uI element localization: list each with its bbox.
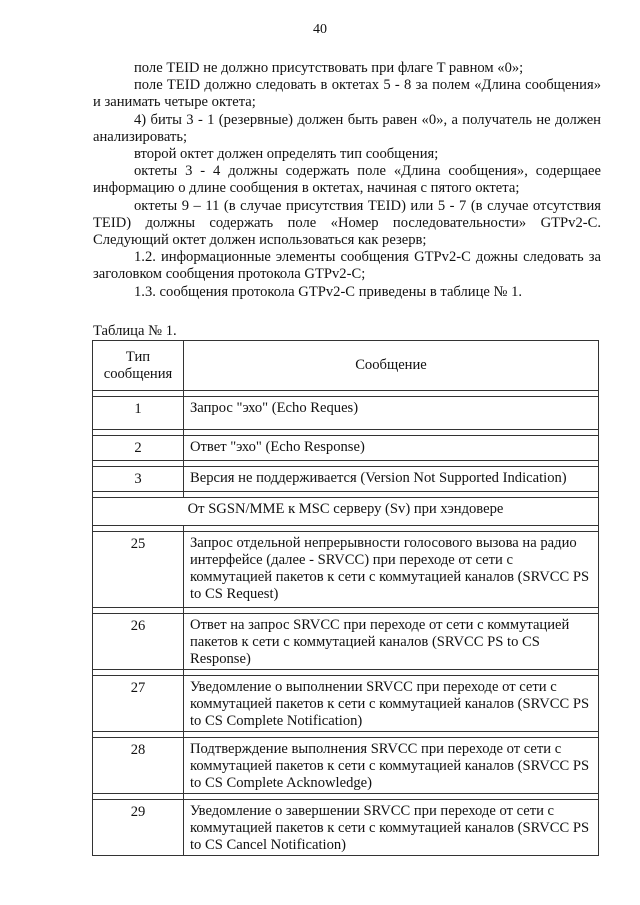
message-cell: Уведомление о выполнении SRVCC при переходе от сети с коммутацией пакетов к сети с коммутацией каналов (SRVCC PS to CS Complete Notification) — [184, 676, 599, 732]
message-cell: Ответ "эхо" (Echo Response) — [184, 436, 599, 461]
header-message: Сообщение — [184, 341, 599, 391]
message-types-table — [92, 340, 599, 856]
paragraph: октеты 9 – 11 (в случае присутствия TEID) или 5 - 7 (в случае отсутствия TEID) должны содержать поле «Номер последовательности» GTPv2-C. Следующий октет должен использоваться как резерв; — [93, 197, 601, 249]
type-cell: 3 — [93, 467, 184, 492]
message-cell: Подтверждение выполнения SRVCC при переходе от сети с коммутацией пакетов к сети с коммутацией каналов (SRVCC PS to CS Complete Acknowledge) — [184, 738, 599, 794]
type-cell: 26 — [93, 614, 184, 670]
section-title: От SGSN/MME к MSC серверу (Sv) при хэндовере — [93, 498, 599, 526]
paragraph: поле TEID должно следовать в октетах 5 - 8 за полем «Длина сообщения» и занимать четыре октета; — [93, 77, 601, 111]
page-number: 40 — [313, 22, 327, 37]
body-text — [93, 60, 601, 301]
table-row — [93, 614, 599, 670]
table-row — [93, 676, 599, 732]
paragraph: 4) биты 3 - 1 (резервные) должен быть равен «0», а получатель не должен анализировать; — [93, 111, 601, 145]
paragraph: 1.2. информационные элементы сообщения GTPv2-C дожны следовать за заголовком сообщения протокола GTPv2-C; — [93, 249, 601, 283]
table-row — [93, 800, 599, 856]
table-row — [93, 397, 599, 430]
paragraph: поле TEID не должно присутствовать при флаге T равном «0»; — [134, 60, 524, 76]
paragraph: 1.3. сообщения протокола GTPv2-C приведены в таблице № 1. — [134, 283, 523, 300]
message-cell: Запрос "эхо" (Echo Reques) — [184, 397, 599, 430]
type-cell: 28 — [93, 738, 184, 794]
type-cell: 25 — [93, 532, 184, 608]
header-type: Тип сообщения — [93, 341, 184, 391]
type-cell: 27 — [93, 676, 184, 732]
table-header-row — [93, 341, 599, 391]
table-caption: Таблица № 1. — [93, 323, 177, 339]
table-section-row — [93, 498, 599, 526]
message-cell: Ответ на запрос SRVCC при переходе от сети с коммутацией пакетов к сети с коммутацией каналов (SRVCC PS to CS Response) — [184, 614, 599, 670]
type-cell: 29 — [93, 800, 184, 856]
type-cell: 1 — [93, 397, 184, 430]
paragraph: октеты 3 - 4 должны содержать поле «Длина сообщения», содерщаее информацию о длине сообщения в октетах, начиная с пятого октета; — [93, 163, 601, 197]
message-cell: Запрос отдельной непрерывности голосового вызова на радио интерфейсе (далее - SRVCC) при переходе от сети с коммутацией пакетов к сети с коммутацией каналов (SRVCC PS to CS Request) — [184, 532, 599, 608]
table-row — [93, 467, 599, 492]
message-cell: Уведомление о завершении SRVCC при переходе от сети с коммутацией пакетов к сети с коммутацией каналов (SRVCC PS to CS Cancel Notification) — [184, 800, 599, 856]
table-row — [93, 532, 599, 608]
paragraph: второй октет должен определять тип сообщения; — [134, 146, 439, 163]
table-row — [93, 738, 599, 794]
table-row — [93, 436, 599, 461]
message-cell: Версия не поддерживается (Version Not Supported Indication) — [184, 467, 599, 492]
type-cell: 2 — [93, 436, 184, 461]
